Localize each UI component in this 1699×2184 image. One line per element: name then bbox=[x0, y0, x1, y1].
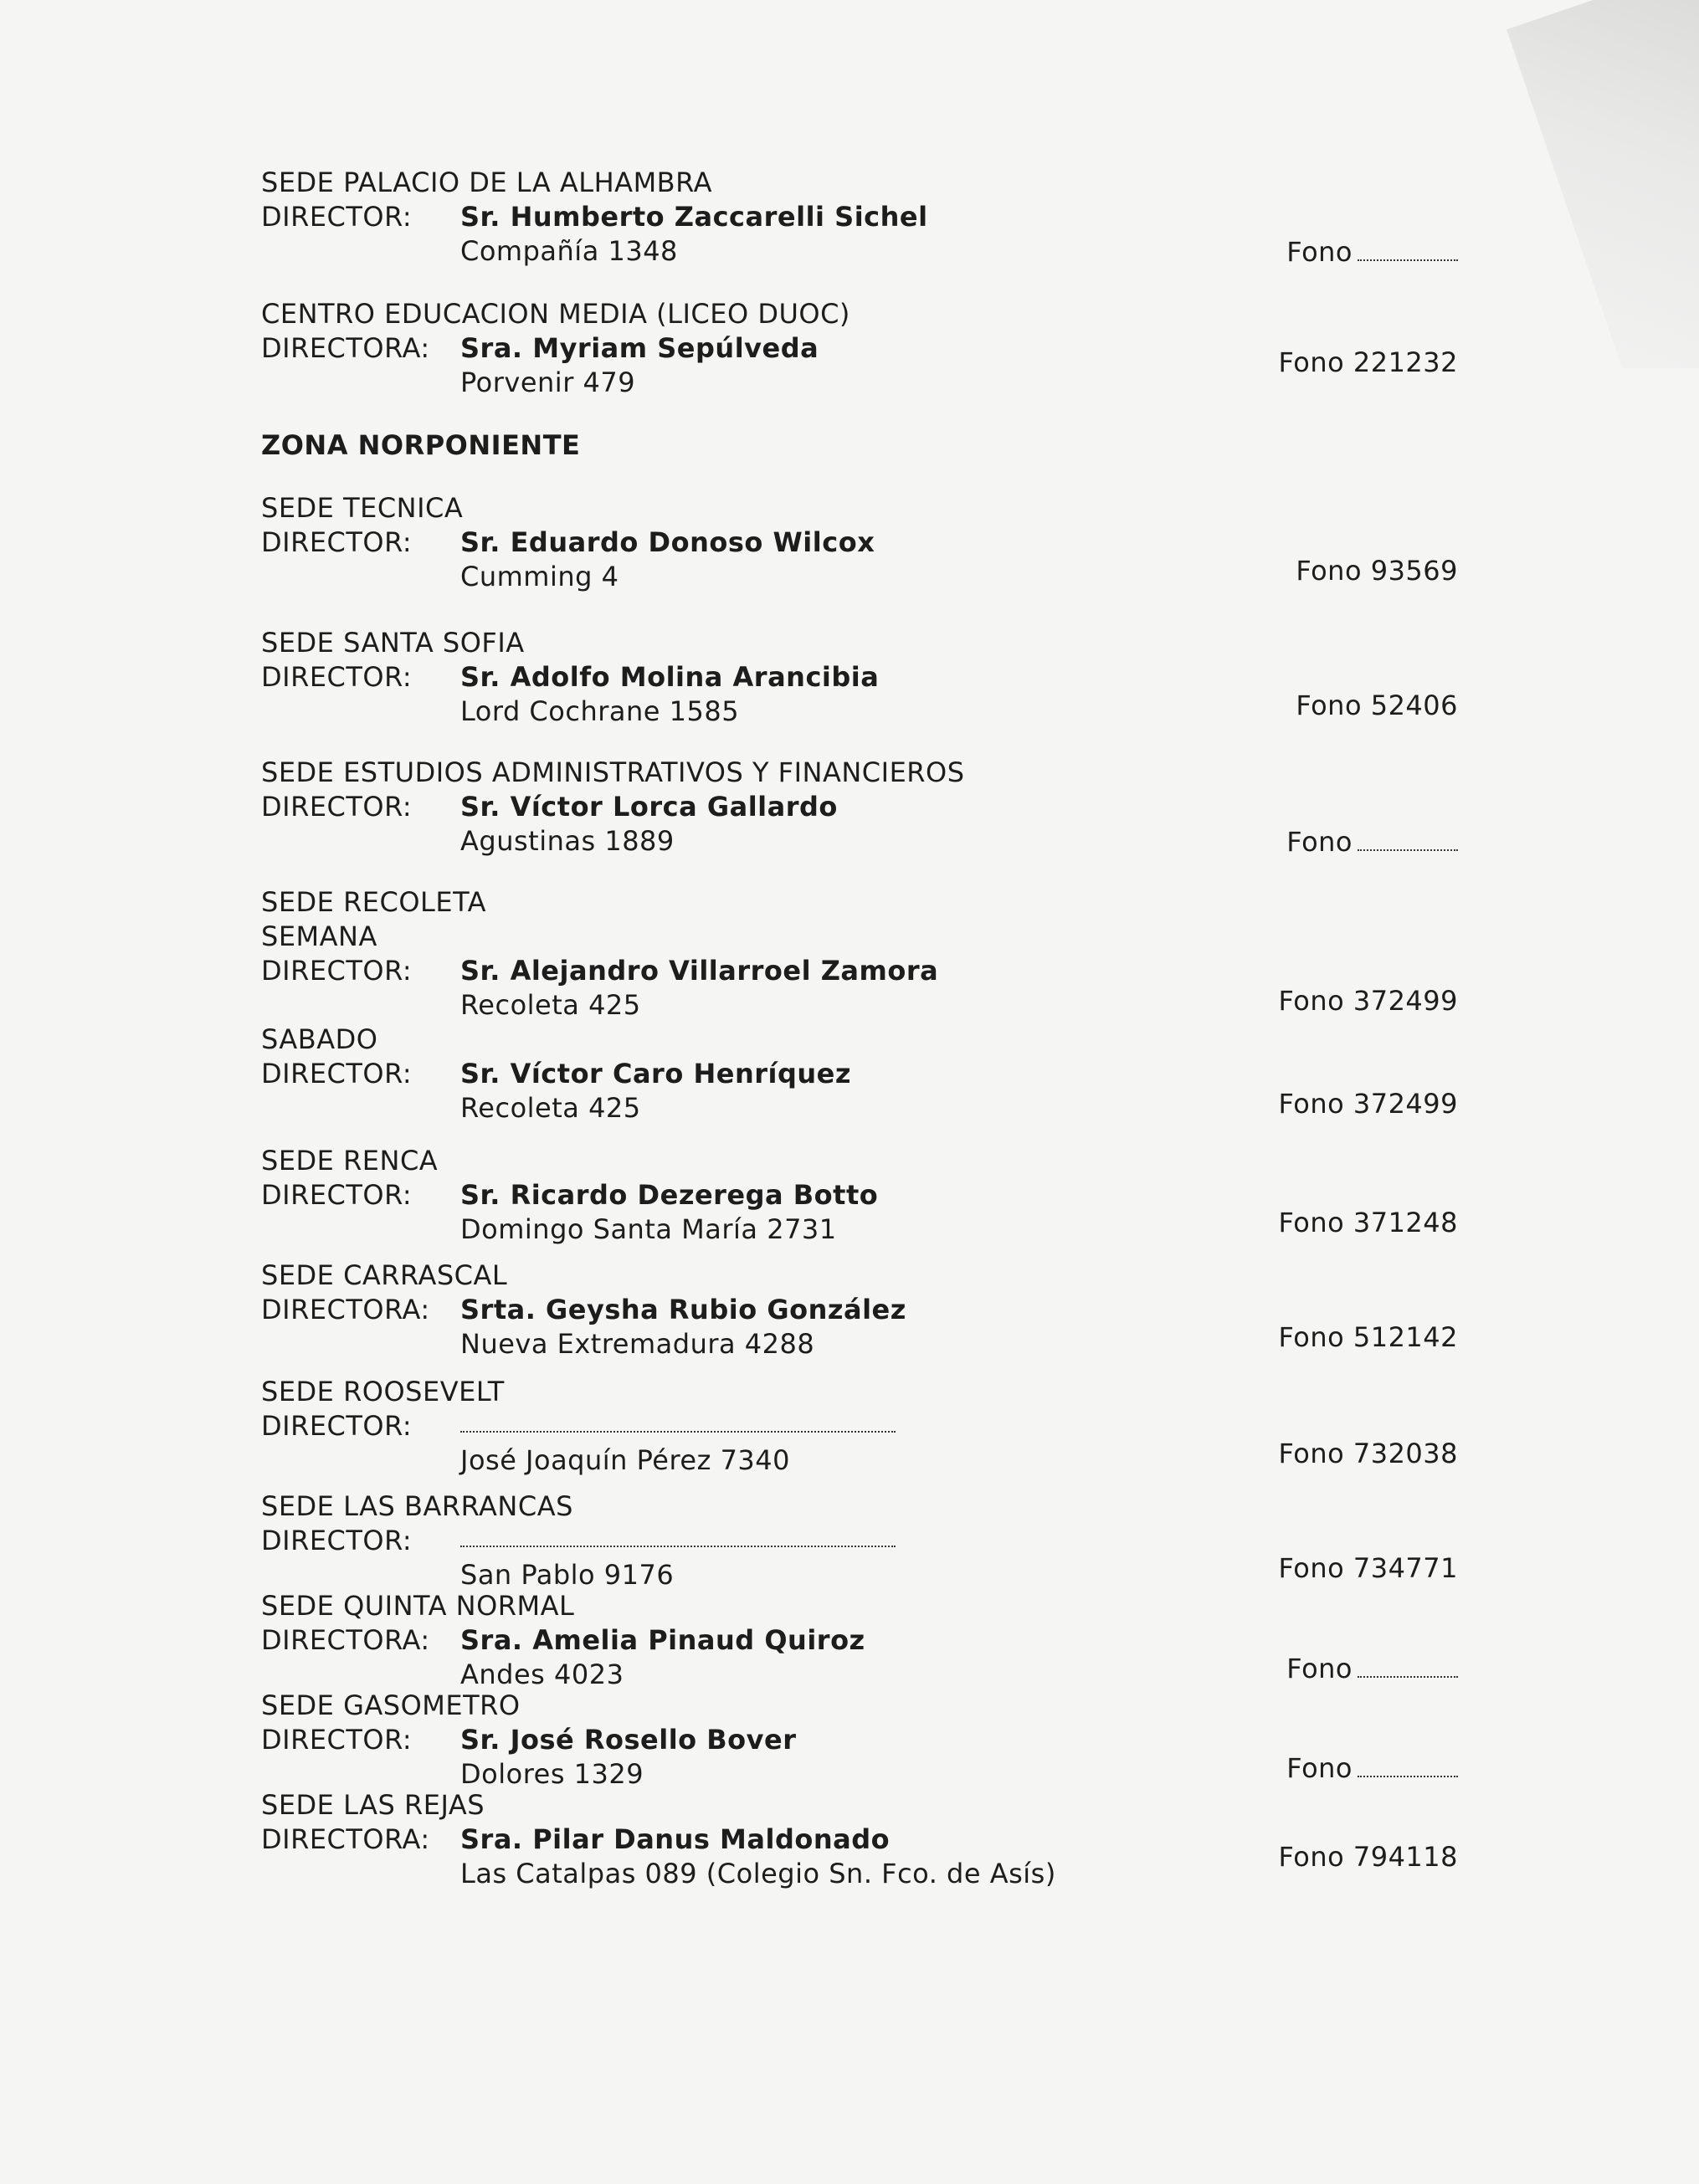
entry-phone: Fono 372499 bbox=[1278, 985, 1458, 1017]
entry-address: Porvenir 479 bbox=[460, 367, 636, 398]
entry-sede-gasometro bbox=[261, 1689, 1458, 1792]
page-curl bbox=[1507, 0, 1699, 368]
entry-name: Srta. Geysha Rubio González bbox=[460, 1294, 906, 1325]
zone-heading bbox=[261, 428, 1458, 463]
entry-role: DIRECTOR: bbox=[261, 1410, 413, 1442]
entry-role: DIRECTOR: bbox=[261, 791, 413, 823]
entry-role: DIRECTOR: bbox=[261, 1179, 413, 1211]
entry-phone: Fono bbox=[1286, 1751, 1458, 1786]
entry-name: Sra. Pilar Danus Maldonado bbox=[460, 1823, 891, 1855]
entry-santa-sofia bbox=[261, 626, 1458, 729]
entry-address: Agustinas 1889 bbox=[460, 825, 675, 857]
entry-estudios-administrativos bbox=[261, 756, 1458, 859]
entry-address: Lord Cochrane 1585 bbox=[460, 695, 740, 727]
entry-role: DIRECTORA: bbox=[261, 1823, 430, 1855]
entry-name: Sr. Alejandro Villarroel Zamora bbox=[460, 955, 939, 987]
entry-role: DIRECTOR: bbox=[261, 1525, 413, 1556]
entry-title: SEDE QUINTA NORMAL bbox=[261, 1590, 575, 1622]
entry-address: José Joaquín Pérez 7340 bbox=[460, 1444, 790, 1476]
entry-address: Nueva Extremadura 4288 bbox=[460, 1328, 815, 1360]
entry-name: Sra. Amelia Pinaud Quiroz bbox=[460, 1624, 865, 1656]
entry-phone: Fono 732038 bbox=[1278, 1438, 1458, 1469]
entry-role: DIRECTORA: bbox=[261, 1624, 430, 1656]
entry-phone: Fono bbox=[1286, 1651, 1458, 1686]
entry-title: SEDE SANTA SOFIA bbox=[261, 627, 525, 659]
entry-title: SEDE PALACIO DE LA ALHAMBRA bbox=[261, 167, 712, 198]
entry-title: SEDE GASOMETRO bbox=[261, 1689, 521, 1721]
entry-role: DIRECTOR: bbox=[261, 526, 413, 558]
entry-role: DIRECTOR: bbox=[261, 1058, 413, 1089]
entry-address: Andes 4023 bbox=[460, 1659, 624, 1690]
entry-phone: Fono 221232 bbox=[1278, 346, 1458, 378]
entry-address: Domingo Santa María 2731 bbox=[460, 1213, 837, 1245]
entry-address: Dolores 1329 bbox=[460, 1758, 644, 1790]
entry-role: DIRECTORA: bbox=[261, 332, 430, 364]
entry-phone: Fono 93569 bbox=[1296, 555, 1458, 587]
entry-name: Sr. Ricardo Dezerega Botto bbox=[460, 1179, 879, 1211]
entry-name: Sr. Eduardo Donoso Wilcox bbox=[460, 526, 875, 558]
entry-address: San Pablo 9176 bbox=[460, 1559, 675, 1591]
entry-title: SEDE LAS REJAS bbox=[261, 1789, 485, 1821]
entry-title: SEDE CARRASCAL bbox=[261, 1259, 508, 1291]
entry-address: Recoleta 425 bbox=[460, 1092, 641, 1124]
entry-title: SEDE LAS BARRANCAS bbox=[261, 1490, 573, 1522]
entry-sede-roosevelt bbox=[261, 1375, 1458, 1478]
entry-title: SEDE RECOLETA bbox=[261, 886, 487, 918]
entry-sede-las-rejas bbox=[261, 1788, 1458, 1891]
entry-role: DIRECTORA: bbox=[261, 1294, 430, 1325]
entry-sede-renca bbox=[261, 1144, 1458, 1247]
entry-title: SEDE RENCA bbox=[261, 1145, 439, 1177]
entry-sede-las-barrancas bbox=[261, 1489, 1458, 1592]
director-blank bbox=[460, 1546, 896, 1547]
entry-name: Sr. Víctor Lorca Gallardo bbox=[460, 791, 838, 823]
entry-sede-tecnica bbox=[261, 491, 1458, 594]
entry-name: Sr. Víctor Caro Henríquez bbox=[460, 1058, 851, 1089]
entry-address: Recoleta 425 bbox=[460, 989, 641, 1021]
entry-phone: Fono 794118 bbox=[1278, 1841, 1458, 1873]
entry-centro-educacion-media bbox=[261, 297, 1458, 400]
entry-role: DIRECTOR: bbox=[261, 955, 413, 987]
entry-phone: Fono 371248 bbox=[1278, 1207, 1458, 1238]
entry-address: Las Catalpas 089 (Colegio Sn. Fco. de Asís) bbox=[460, 1858, 1056, 1889]
entry-role: DIRECTOR: bbox=[261, 1724, 413, 1756]
entry-address: Cumming 4 bbox=[460, 561, 619, 592]
entry-sede-quinta-normal bbox=[261, 1589, 1458, 1692]
directory-listing bbox=[261, 166, 1458, 1889]
zone-title: ZONA NORPONIENTE bbox=[261, 429, 581, 461]
phone-blank bbox=[1358, 1751, 1458, 1777]
entry-title: SABADO bbox=[261, 1023, 378, 1055]
entry-role: DIRECTOR: bbox=[261, 661, 413, 693]
entry-phone: Fono 734771 bbox=[1278, 1552, 1458, 1584]
entry-phone: Fono 52406 bbox=[1296, 690, 1458, 721]
phone-blank bbox=[1358, 824, 1458, 851]
director-blank bbox=[460, 1431, 896, 1433]
entry-sede-carrascal bbox=[261, 1259, 1458, 1361]
entry-name: Sr. José Rosello Bover bbox=[460, 1724, 797, 1756]
entry-phone: Fono bbox=[1286, 234, 1458, 269]
entry-title: SEDE TECNICA bbox=[261, 492, 464, 524]
entry-phone: Fono 512142 bbox=[1278, 1321, 1458, 1353]
entry-subtitle: SEMANA bbox=[261, 920, 377, 952]
entry-name: Sra. Myriam Sepúlveda bbox=[460, 332, 819, 364]
entry-role: DIRECTOR: bbox=[261, 201, 413, 233]
phone-blank bbox=[1358, 1651, 1458, 1678]
entry-palacio-alhambra bbox=[261, 166, 1458, 269]
entry-phone: Fono bbox=[1286, 824, 1458, 859]
entry-title: SEDE ESTUDIOS ADMINISTRATIVOS Y FINANCIEROS bbox=[261, 756, 965, 788]
entry-phone: Fono 372499 bbox=[1278, 1088, 1458, 1120]
entry-title: CENTRO EDUCACION MEDIA (LICEO DUOC) bbox=[261, 298, 850, 330]
entry-sede-recoleta-semana bbox=[261, 885, 1458, 1023]
entry-name: Sr. Humberto Zaccarelli Sichel bbox=[460, 201, 928, 233]
entry-sede-recoleta-sabado bbox=[261, 1023, 1458, 1125]
entry-address: Compañía 1348 bbox=[460, 235, 678, 267]
entry-title: SEDE ROOSEVELT bbox=[261, 1376, 505, 1407]
entry-name: Sr. Adolfo Molina Arancibia bbox=[460, 661, 880, 693]
phone-blank bbox=[1358, 234, 1458, 261]
